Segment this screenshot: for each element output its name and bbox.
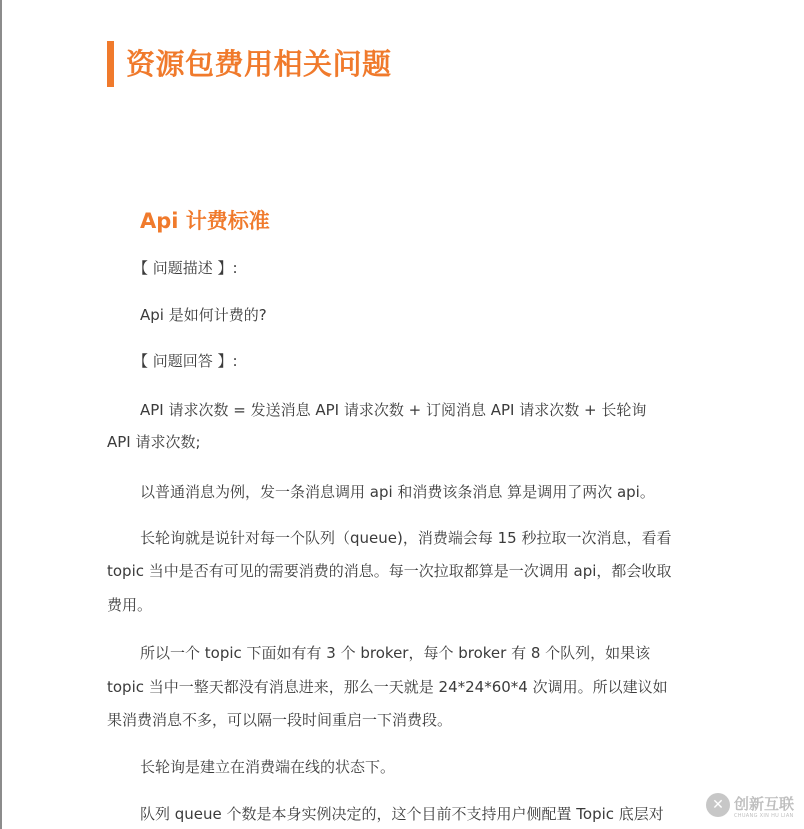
paragraph-line: 长轮询就是说针对每一个队列（queue)，消费端会每 15 秒拉取一次消息，看看 <box>140 529 672 547</box>
label-question: 【 问题描述 】: <box>133 259 238 277</box>
paragraph-line: 以普通消息为例，发一条消息调用 api 和消费该条消息 算是调用了两次 api。 <box>140 483 655 501</box>
paragraph-line: 果消费消息不多，可以隔一段时间重启一下消费段。 <box>107 711 453 729</box>
paragraph-line: 所以一个 topic 下面如有有 3 个 broker，每个 broker 有 8 个队列，如果该 <box>140 644 651 662</box>
paragraph-line: topic 当中一整天都没有消息进来，那么一天就是 24*24*60*4 次调用。所以建议如 <box>107 678 668 696</box>
title-accent-bar <box>107 41 114 87</box>
watermark-text: 创新互联 <box>734 795 795 813</box>
watermark-logo <box>702 787 802 827</box>
page-left-border <box>0 0 2 829</box>
paragraph-line: topic 当中是否有可见的需要消费的消息。每一次拉取都算是一次调用 api，都会收取 <box>107 562 672 580</box>
section-heading: Api 计费标准 <box>140 209 270 233</box>
paragraph-line: API 请求次数; <box>107 433 201 451</box>
page-title: 资源包费用相关问题 <box>126 47 392 81</box>
question-text: Api 是如何计费的? <box>140 306 267 324</box>
paragraph-line: 费用。 <box>107 596 153 614</box>
watermark-subtext: CHUANG XIN HU LIAN <box>734 813 794 819</box>
paragraph-line: 长轮询是建立在消费端在线的状态下。 <box>140 758 396 776</box>
paragraph-line: API 请求次数 = 发送消息 API 请求次数 + 订阅消息 API 请求次数 + 长轮询 <box>140 401 647 419</box>
watermark-icon: ✕ <box>706 793 730 817</box>
label-answer: 【 问题回答 】: <box>133 352 238 370</box>
paragraph-line: 队列 queue 个数是本身实例决定的，这个目前不支持用户侧配置 Topic 底层对 <box>140 805 664 823</box>
